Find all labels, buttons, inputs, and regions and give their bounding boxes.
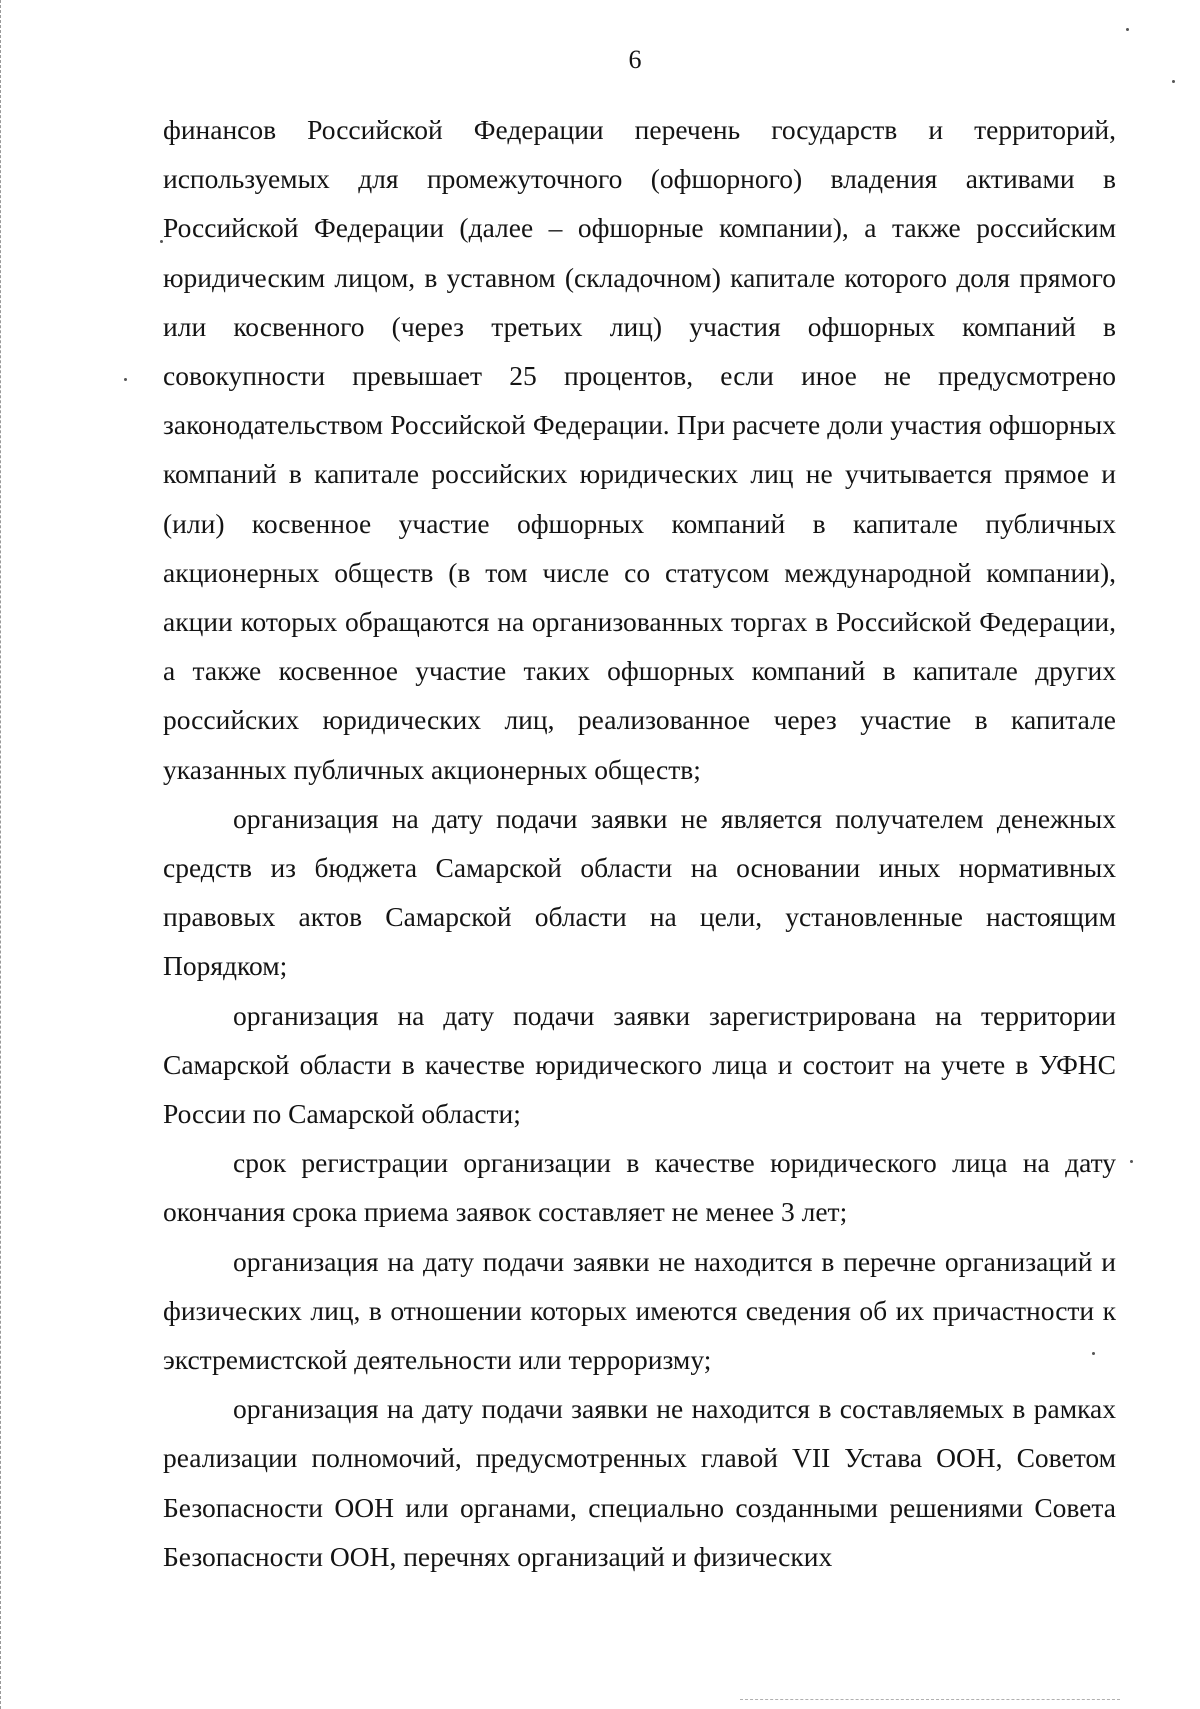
paragraph-offshore-companies: финансов Российской Федерации перечень государств и территорий, используемых для промежуточного (офшорного) владения активами в Российской Федерации (далее – офшорные компании), а также российским юридическим лицом, в уставном (складочном) капитале которого доля прямого или косвенного (через третьих лиц) участия офшорных компаний в совокупности превышает 25 процентов, если иное не предусмотрено законодательством Российской Федерации. При расчете доли участия офшорных компаний в капитале российских юридических лиц не учитывается прямое и (или) косвенное участие офшорных компаний в капитале публичных акционерных обществ (в том числе со статусом международной компании), акции которых обращаются на организованных торгах в Российской Федерации, а также косвенное участие таких офшорных компаний в капитале других российских юридических лиц, реализованное через участие в капитале указанных публичных акционерных обществ; (163, 114, 1116, 785)
scan-speck (124, 378, 127, 381)
paragraph-extremism-list: организация на дату подачи заявки не находится в перечне организаций и физических лиц, в отношении которых имеются сведения об их причастности к экстремистской деятельности или терроризму; (163, 1245, 1116, 1376)
scan-speck (1172, 80, 1175, 83)
paragraph-registration-term: срок регистрации организации в качестве юридического лица на дату окончания срока приема заявок составляет не менее 3 лет; (163, 1147, 1116, 1228)
scan-speck (1126, 28, 1129, 31)
scan-speck (1130, 1160, 1133, 1163)
paragraph-registration-territory: организация на дату подачи заявки зарегистрирована на территории Самарской области в качестве юридического лица и состоит на учете в УФНС России по Самарской области; (163, 999, 1116, 1130)
page-number: 6 (628, 45, 642, 74)
paragraph-un-security-council-lists: организация на дату подачи заявки не находится в составляемых в рамках реализации полномочий, предусмотренных главой VII Устава ООН, Советом Безопасности ООН или органами, специально созданными решениями Совета Безопасности ООН, перечнях организаций и физических (163, 1393, 1116, 1572)
scan-left-edge (0, 0, 4, 1709)
document-body (163, 105, 1116, 1581)
scan-bottom-edge (740, 1699, 1120, 1701)
paragraph-budget-recipient: организация на дату подачи заявки не является получателем денежных средств из бюджета Самарской области на основании иных нормативных правовых актов Самарской области на цели, установленные настоящим Порядком; (163, 802, 1116, 982)
